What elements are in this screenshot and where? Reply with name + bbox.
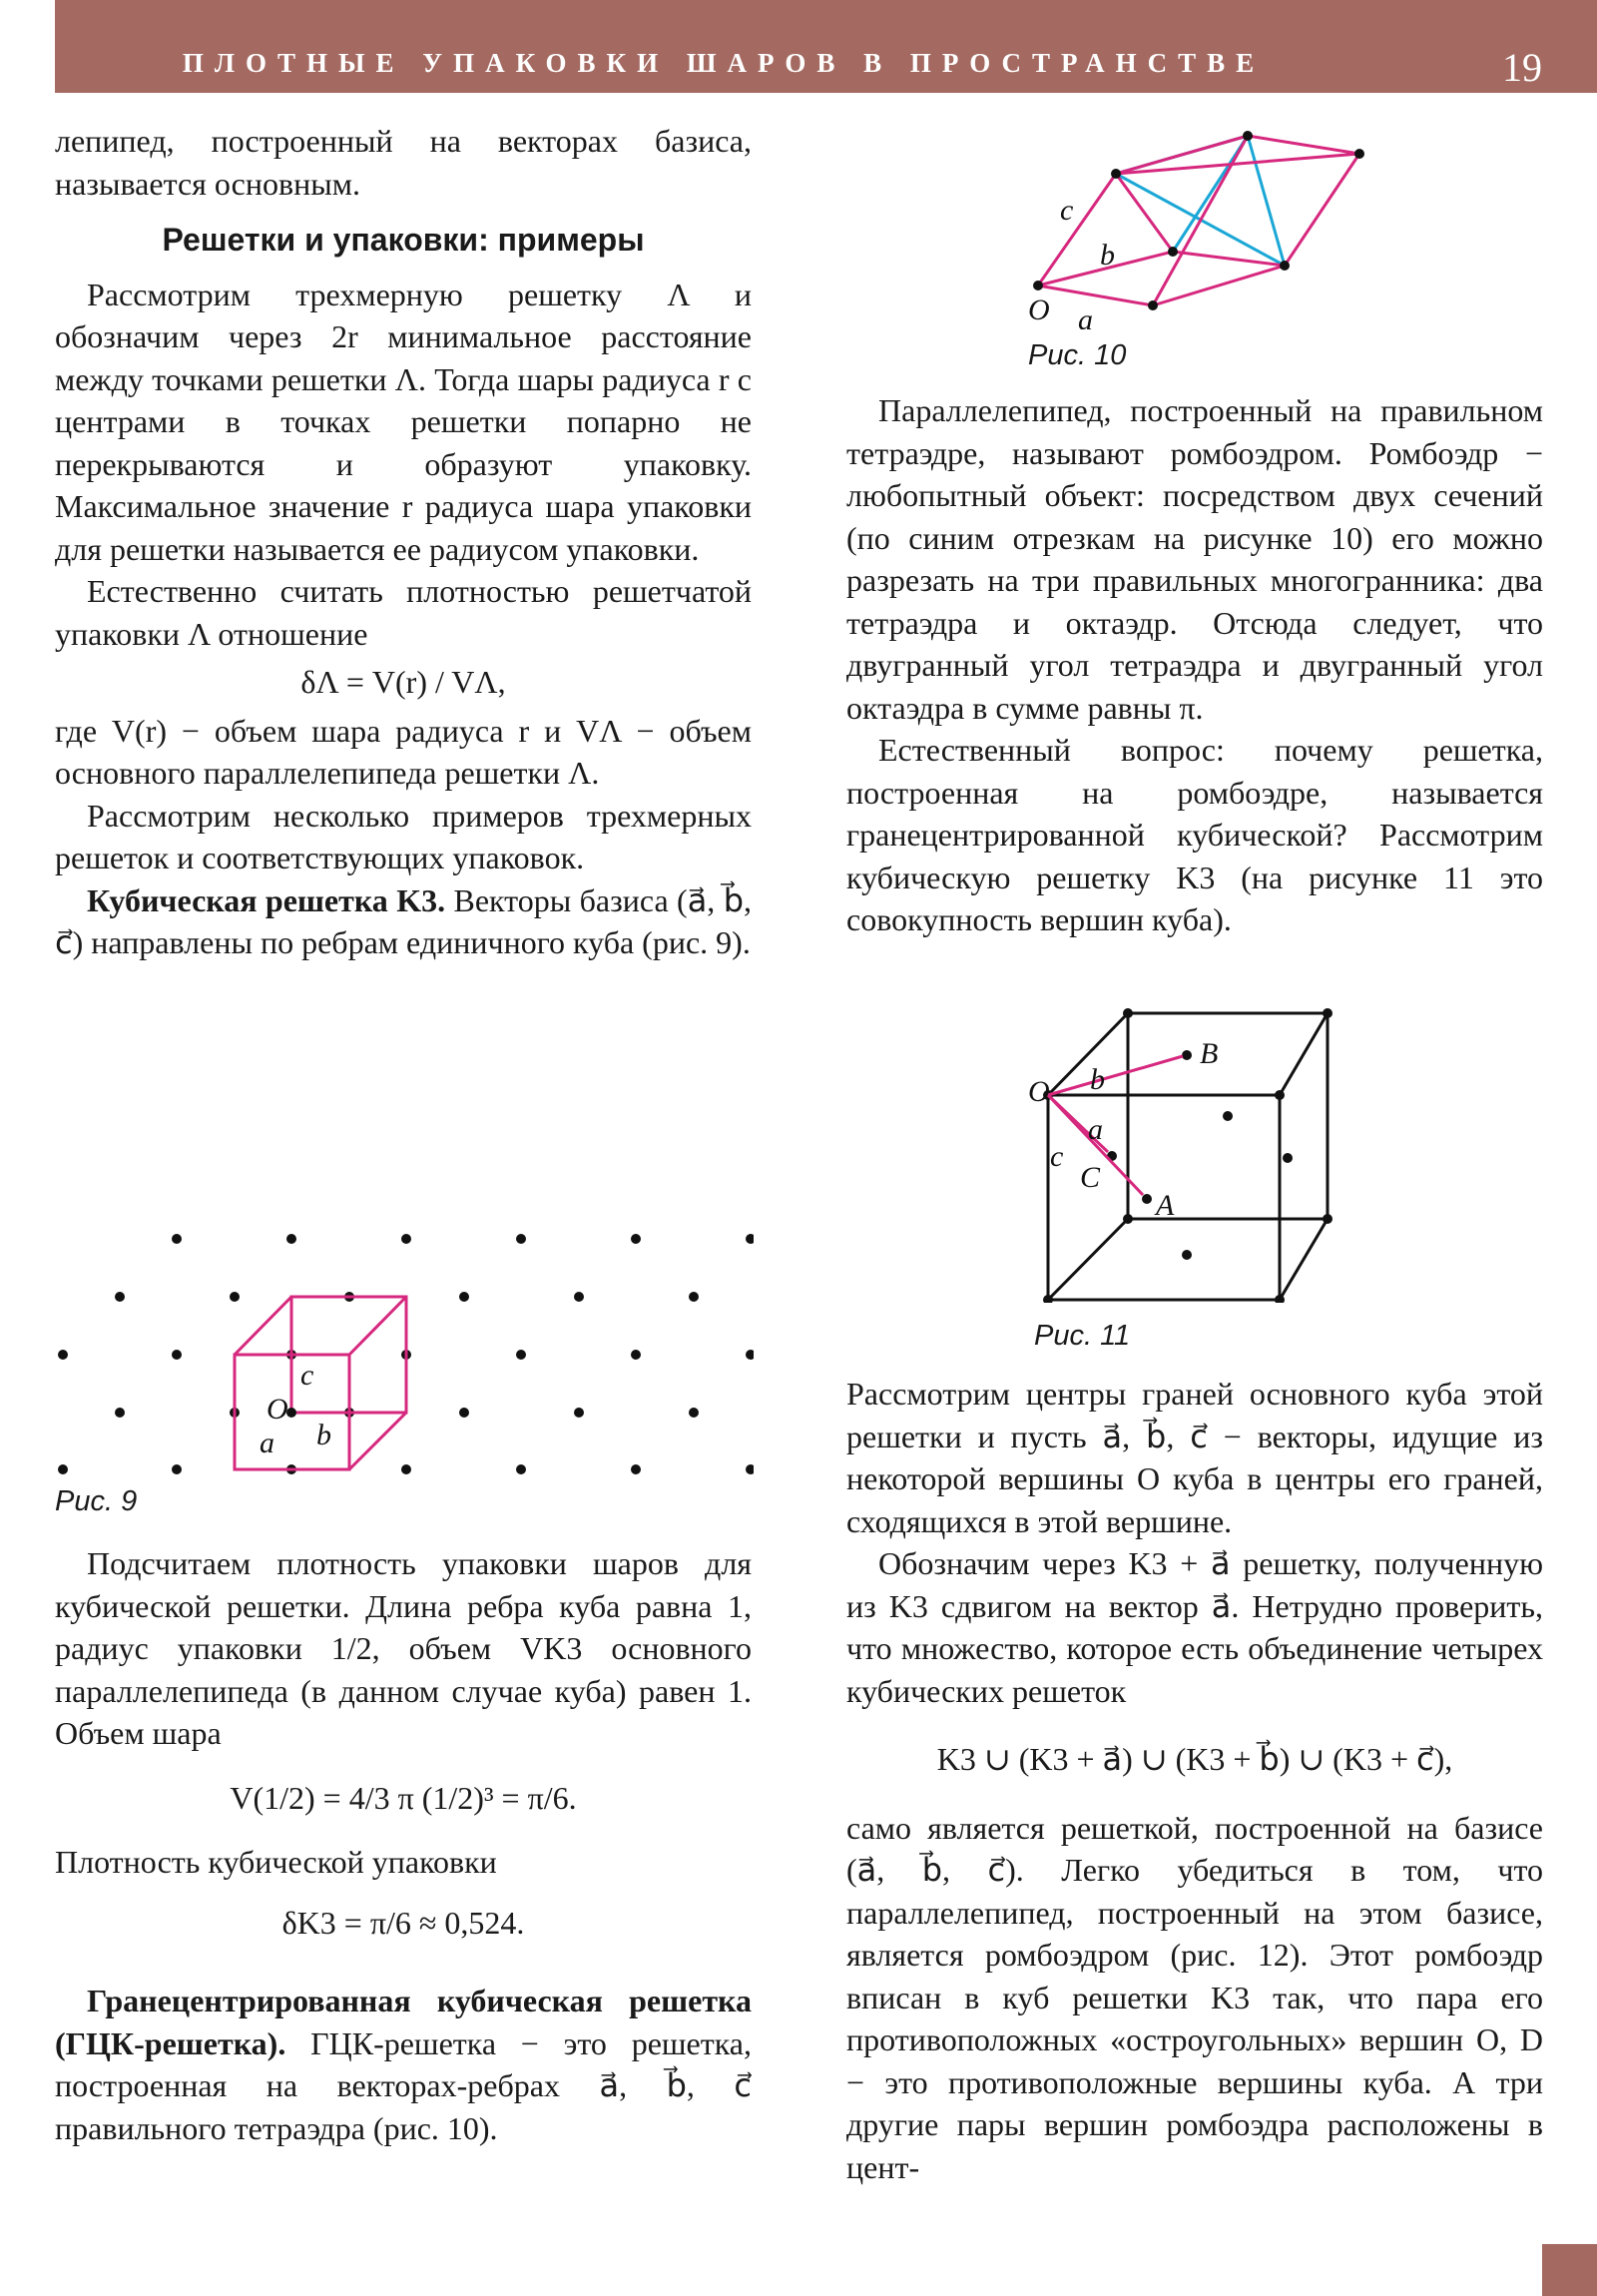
label-c: c⃗ [300, 1359, 337, 1392]
density-formula: δΛ = V(r) / VΛ, [300, 664, 506, 700]
corner-decoration [1542, 2244, 1597, 2296]
cubic-lattice-term: Кубическая решетка K3. [87, 881, 446, 918]
left-paragraph-2: Рассмотрим трехмерную решетку Λ и обозначим через 2r минимальное расстояние между точками решетки Λ. Тогда шары радиуса r с центрами в точках решетки попарно не перекрываются и образуют упаковку. Максимальное значение r радиуса шара упаковки для решетки называется ее радиусом упаковки. [55, 276, 752, 567]
right-paragraph-3: Рассмотрим центры граней основного куба этой решетки и пусть a⃗, b⃗, c⃗ − векторы, идущие из некоторой вершины O куба в центры его граней, сходящихся в этой вершине. [846, 1376, 1543, 1539]
label-a: a⃗ [260, 1427, 298, 1459]
cubic-density-formula: δK3 = π/6 ≈ 0,524. [281, 1904, 525, 1941]
figure-9-caption: Рис. 9 [55, 1485, 138, 1517]
left-column [55, 120, 752, 964]
right-column [846, 389, 1543, 941]
label-b: b⃗ [316, 1419, 355, 1451]
lattice-union-formula: K3 ∪ (K3 + a⃗) ∪ (K3 + b⃗) ∪ (K3 + c⃗), [936, 1741, 1453, 1777]
fig11-label-a: a⃗ [1088, 1113, 1127, 1146]
figure-10-caption: Рис. 10 [1028, 339, 1127, 371]
fig11-label-B: B [1200, 1037, 1219, 1070]
fig10-label-b: b⃗ [1100, 239, 1139, 272]
right-paragraph-4: Обозначим через K3 + a⃗ решетку, полученную из K3 сдвигом на вектор a⃗. Нетрудно проверить, что множество, которое есть объединение четырех кубических решеток [846, 1545, 1543, 1709]
figure-11-caption: Рис. 11 [1034, 1320, 1131, 1352]
left-paragraph-8: Плотность кубической упаковки [55, 1844, 497, 1880]
figure-9-cubic-lattice [55, 1223, 754, 1512]
right-paragraph-2: Естественный вопрос: почему решетка, построенная на ромбоэдре, называется гранецентрированной кубической? Рассмотрим кубическую решетку K3 (на рисунке 11 это совокупность вершин куба). [846, 732, 1543, 937]
cubic-lattice-text: Векторы базиса (a⃗, b⃗, c⃗) направлены по ребрам единичного куба (рис. 9). [55, 881, 753, 960]
left-column-lower [55, 1542, 752, 2149]
left-paragraph-3: Естественно считать плотностью решетчатой упаковки Λ отношение [55, 573, 752, 652]
fig11-label-O: O [1028, 1075, 1050, 1108]
fig11-label-b: b⃗ [1090, 1063, 1129, 1096]
fig11-label-c: c⃗ [1050, 1140, 1087, 1173]
ball-volume-formula: V(1/2) = 4/3 π (1/2)³ = π/6. [230, 1779, 577, 1816]
left-paragraph-5: Рассмотрим несколько примеров трехмерных решеток и соответствующих упаковок. [55, 797, 752, 875]
left-paragraph-9 [55, 1980, 752, 2149]
fig11-label-C: C [1080, 1161, 1101, 1194]
right-column-lower [846, 1373, 1543, 2188]
figure-11-face-centered-cube [1018, 1003, 1357, 1303]
left-paragraph-7: Подсчитаем плотность упаковки шаров для кубической решетки. Длина ребра куба равна 1, радиус упаковки 1/2, объем VK3 основного параллелепипеда (в данном случае куба) равен 1. Объем шара [55, 1545, 752, 1751]
right-paragraph-1: Параллелепипед, построенный на правильном тетраэдре, называют ромбоэдром. Ромбоэдр − любопытный объект: посредством двух сечений (по синим отрезкам на рисунке 10) его можно разрезать на три правильных многогранника: два тетраэдра и октаэдр. Отсюда следует, что двугранный угол тетраэдра и двугранный угол октаэдра в сумме равны π. [846, 392, 1543, 726]
fcc-lattice-term: Гранецентрированная кубическая решетка (ГЦК-решетка). [55, 1983, 752, 2061]
fig10-label-c: c⃗ [1060, 194, 1097, 227]
right-paragraph-5: само является решеткой, построенной на базисе (a⃗, b⃗, c⃗). Легко убедиться в том, что параллелепипед, построенный на этом базисе, является ромбоэдром (рис. 12). Этот ромбоэдр вписан в куб решетки K3 так, что пара его противоположных «остроугольных» вершин O, D − это противоположные вершины куба. А три другие пары вершин ромбоэдра расположены в цент- [846, 1809, 1543, 2185]
section-heading: Решетки и упаковки: примеры [162, 222, 645, 258]
header-title: ПЛОТНЫЕ УПАКОВКИ ШАРОВ В ПРОСТРАНСТВЕ [182, 48, 1266, 78]
section-lines [1116, 136, 1285, 266]
label-O: O [266, 1393, 288, 1426]
page-number: 19 [1502, 45, 1542, 90]
left-paragraph-1: лепипед, построенный на векторах базиса, называется основным. [55, 123, 752, 202]
fig10-label-O: O [1028, 293, 1050, 326]
left-paragraph-4: где V(r) − объем шара радиуса r и VΛ − объем основного параллелепипеда решетки Λ. [55, 712, 752, 791]
fig10-label-a: a⃗ [1078, 303, 1117, 329]
left-paragraph-6 [55, 879, 752, 964]
page-header [55, 0, 1597, 93]
fcc-lattice-text: ГЦК-решетка − это решетка, построенная на векторах-ребрах a⃗, b⃗, c⃗ правильного тетраэдра (рис. 10). [55, 2024, 753, 2146]
fig11-label-A: A [1156, 1189, 1175, 1222]
figure-10-rhombohedron [998, 120, 1397, 329]
